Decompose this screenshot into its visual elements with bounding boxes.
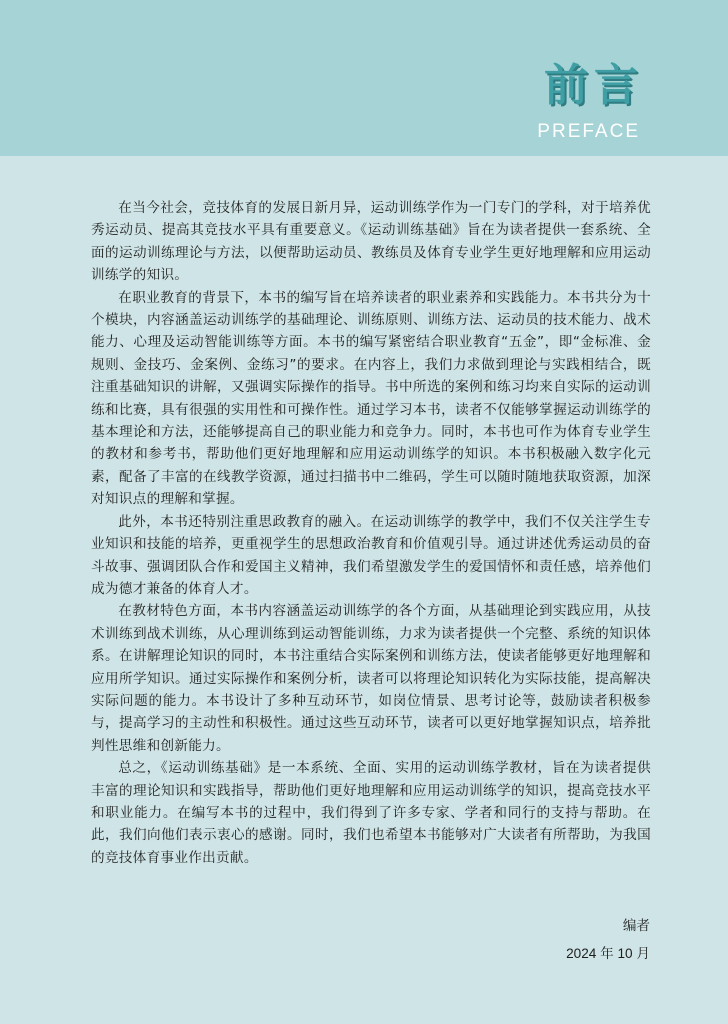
signature-date: 2024 年 10 月 [566, 946, 650, 961]
paragraph-1: 在当今社会，竞技体育的发展日新月异，运动训练学作为一门专门的学科，对于培养优秀运动员、提高其竞技水平具有重要意义。《运动训练基础》旨在为读者提供一套系统、全面的运动训练理论与方法，以便帮助运动员、教练员及体育专业学生更好地理解和应用运动训练学的知识。 [91, 200, 651, 284]
page-subtitle: PREFACE [537, 121, 640, 142]
preface-body [91, 197, 651, 869]
page-title: 前言 [544, 60, 644, 111]
author-signature: 编者 [622, 918, 650, 934]
paragraph-5: 总之，《运动训练基础》是一本系统、全面、实用的运动训练学教材，旨在为读者提供丰富的理论知识和实践指导，帮助他们更好地理解和应用运动训练学的知识，提高竞技水平和职业能力。在编写本书的过程中，我们得到了许多专家、学者和同行的支持与帮助。在此，我们向他们表示衷心的感谢。同时，我们也希望本书能够对广大读者有所帮助，为我国的竞技体育事业作出贡献。 [91, 760, 651, 866]
paragraph-3: 此外，本书还特别注重思政教育的融入。在运动训练学的教学中，我们不仅关注学生专业知识和技能的培养，更重视学生的思想政治教育和价值观引导。通过讲述优秀运动员的奋斗故事、强调团队合作和爱国主义精神，我们希望激发学生的爱国情怀和责任感，培养他们成为德才兼备的体育人才。 [91, 513, 651, 597]
signature-block [566, 912, 650, 968]
paragraph-4: 在教材特色方面，本书内容涵盖运动训练学的各个方面，从基础理论到实践应用，从技术训练到战术训练，从心理训练到运动智能训练，力求为读者提供一个完整、系统的知识体系。在讲解理论知识的同时，本书注重结合实际案例和训练方法，使读者能够更好地理解和应用所学知识。通过实际操作和案例分析，读者可以将理论知识转化为实际技能，提高解决实际问题的能力。本书设计了多种互动环节，如岗位情景、思考讨论等，鼓励读者积极参与，提高学习的主动性和积极性。通过这些互动环节，读者可以更好地掌握知识点，培养批判性思维和创新能力。 [91, 603, 651, 754]
paragraph-2: 在职业教育的背景下，本书的编写旨在培养读者的职业素养和实践能力。本书共分为十个模块，内容涵盖运动训练学的基础理论、训练原则、训练方法、运动员的技术能力、战术能力、心理及运动智能训练等方面。本书的编写紧密结合职业教育“五金”，即“金标准、金规则、金技巧、金案例、金练习”的要求。在内容上，我们力求做到理论与实践相结合，既注重基础知识的讲解，又强调实际操作的指导。书中所选的案例和练习均来自实际的运动训练和比赛，具有很强的实用性和可操作性。通过学习本书，读者不仅能够掌握运动训练学的基本理论和方法，还能够提高自己的职业能力和竞争力。同时，本书也可作为体育专业学生的教材和参考书，帮助他们更好地理解和应用运动训练学的知识。本书积极融入数字化元素，配备了丰富的在线教学资源，通过扫描书中二维码，学生可以随时随地获取资源，加深对知识点的理解和掌握。 [91, 289, 651, 508]
header-band [0, 0, 728, 156]
